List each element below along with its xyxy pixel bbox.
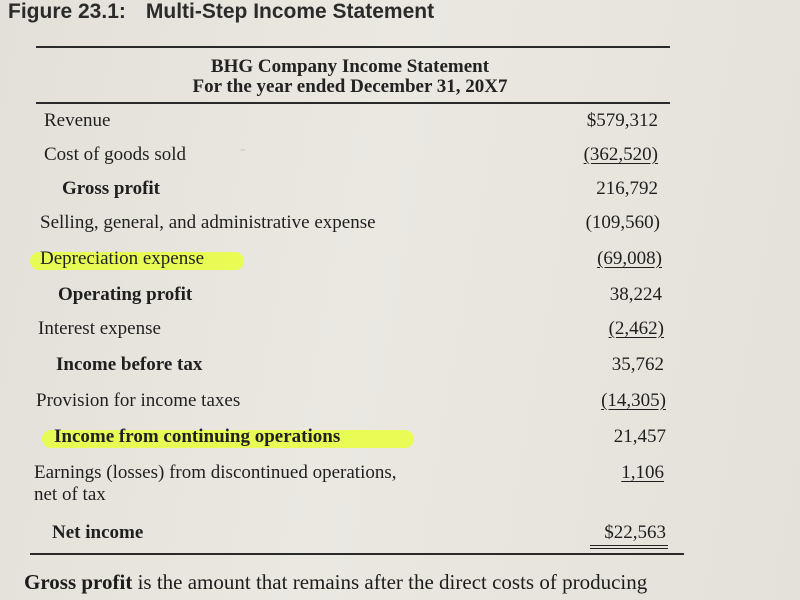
row-label-cogs: Cost of goods sold — [44, 144, 186, 165]
row-amount-gross-profit: 216,792 — [596, 178, 658, 199]
row-amount-net-income: $22,563 — [604, 522, 666, 543]
net-income-double-underline-top — [590, 545, 668, 546]
row-amount-operating-profit: 38,224 — [609, 284, 662, 305]
row-label-operating-profit: Operating profit — [58, 284, 193, 305]
top-rule — [36, 46, 670, 48]
row-label-net-income: Net income — [52, 522, 144, 543]
row-label-depreciation: Depreciation expense — [40, 248, 205, 269]
statement-period: For the year ended December 31, 20X7 — [192, 76, 508, 97]
net-income-double-underline-bottom — [590, 548, 668, 549]
body-bold-term: Gross profit — [24, 570, 133, 594]
bleed-through-text: - — [240, 139, 246, 158]
row-amount-revenue: $579,312 — [586, 110, 658, 131]
row-label-income-before-tax: Income before tax — [56, 354, 203, 375]
header-rule — [36, 102, 670, 104]
body-paragraph — [24, 570, 647, 595]
row-label-discontinued: Earnings (losses) from discontinued operations, net of tax — [34, 462, 397, 505]
row-label-provision-taxes: Provision for income taxes — [36, 390, 241, 411]
row-label-gross-profit: Gross profit — [62, 178, 160, 199]
figure-number: Figure 23.1: — [8, 0, 126, 23]
row-amount-continuing-ops: 21,457 — [613, 426, 666, 447]
figure-title — [8, 0, 434, 24]
statement-company-title: BHG Company Income Statement — [210, 56, 490, 77]
bottom-rule — [30, 553, 684, 555]
row-amount-discontinued: 1,106 — [621, 462, 664, 483]
row-label-continuing-ops: Income from continuing operations — [54, 426, 341, 447]
row-amount-interest: (2,462) — [608, 318, 664, 339]
figure-caption: Multi-Step Income Statement — [145, 0, 435, 23]
row-amount-income-before-tax: 35,762 — [611, 354, 664, 375]
body-text: is the amount that remains after the direct costs of producing — [132, 570, 648, 594]
row-amount-cogs: (362,520) — [583, 144, 658, 165]
row-amount-provision-taxes: (14,305) — [601, 390, 666, 411]
row-amount-depreciation: (69,008) — [597, 248, 662, 269]
row-label-interest: Interest expense — [38, 318, 161, 339]
row-amount-sga: (109,560) — [585, 212, 660, 233]
row-label-sga: Selling, general, and administrative expense — [40, 212, 376, 233]
row-label-revenue: Revenue — [44, 110, 111, 131]
